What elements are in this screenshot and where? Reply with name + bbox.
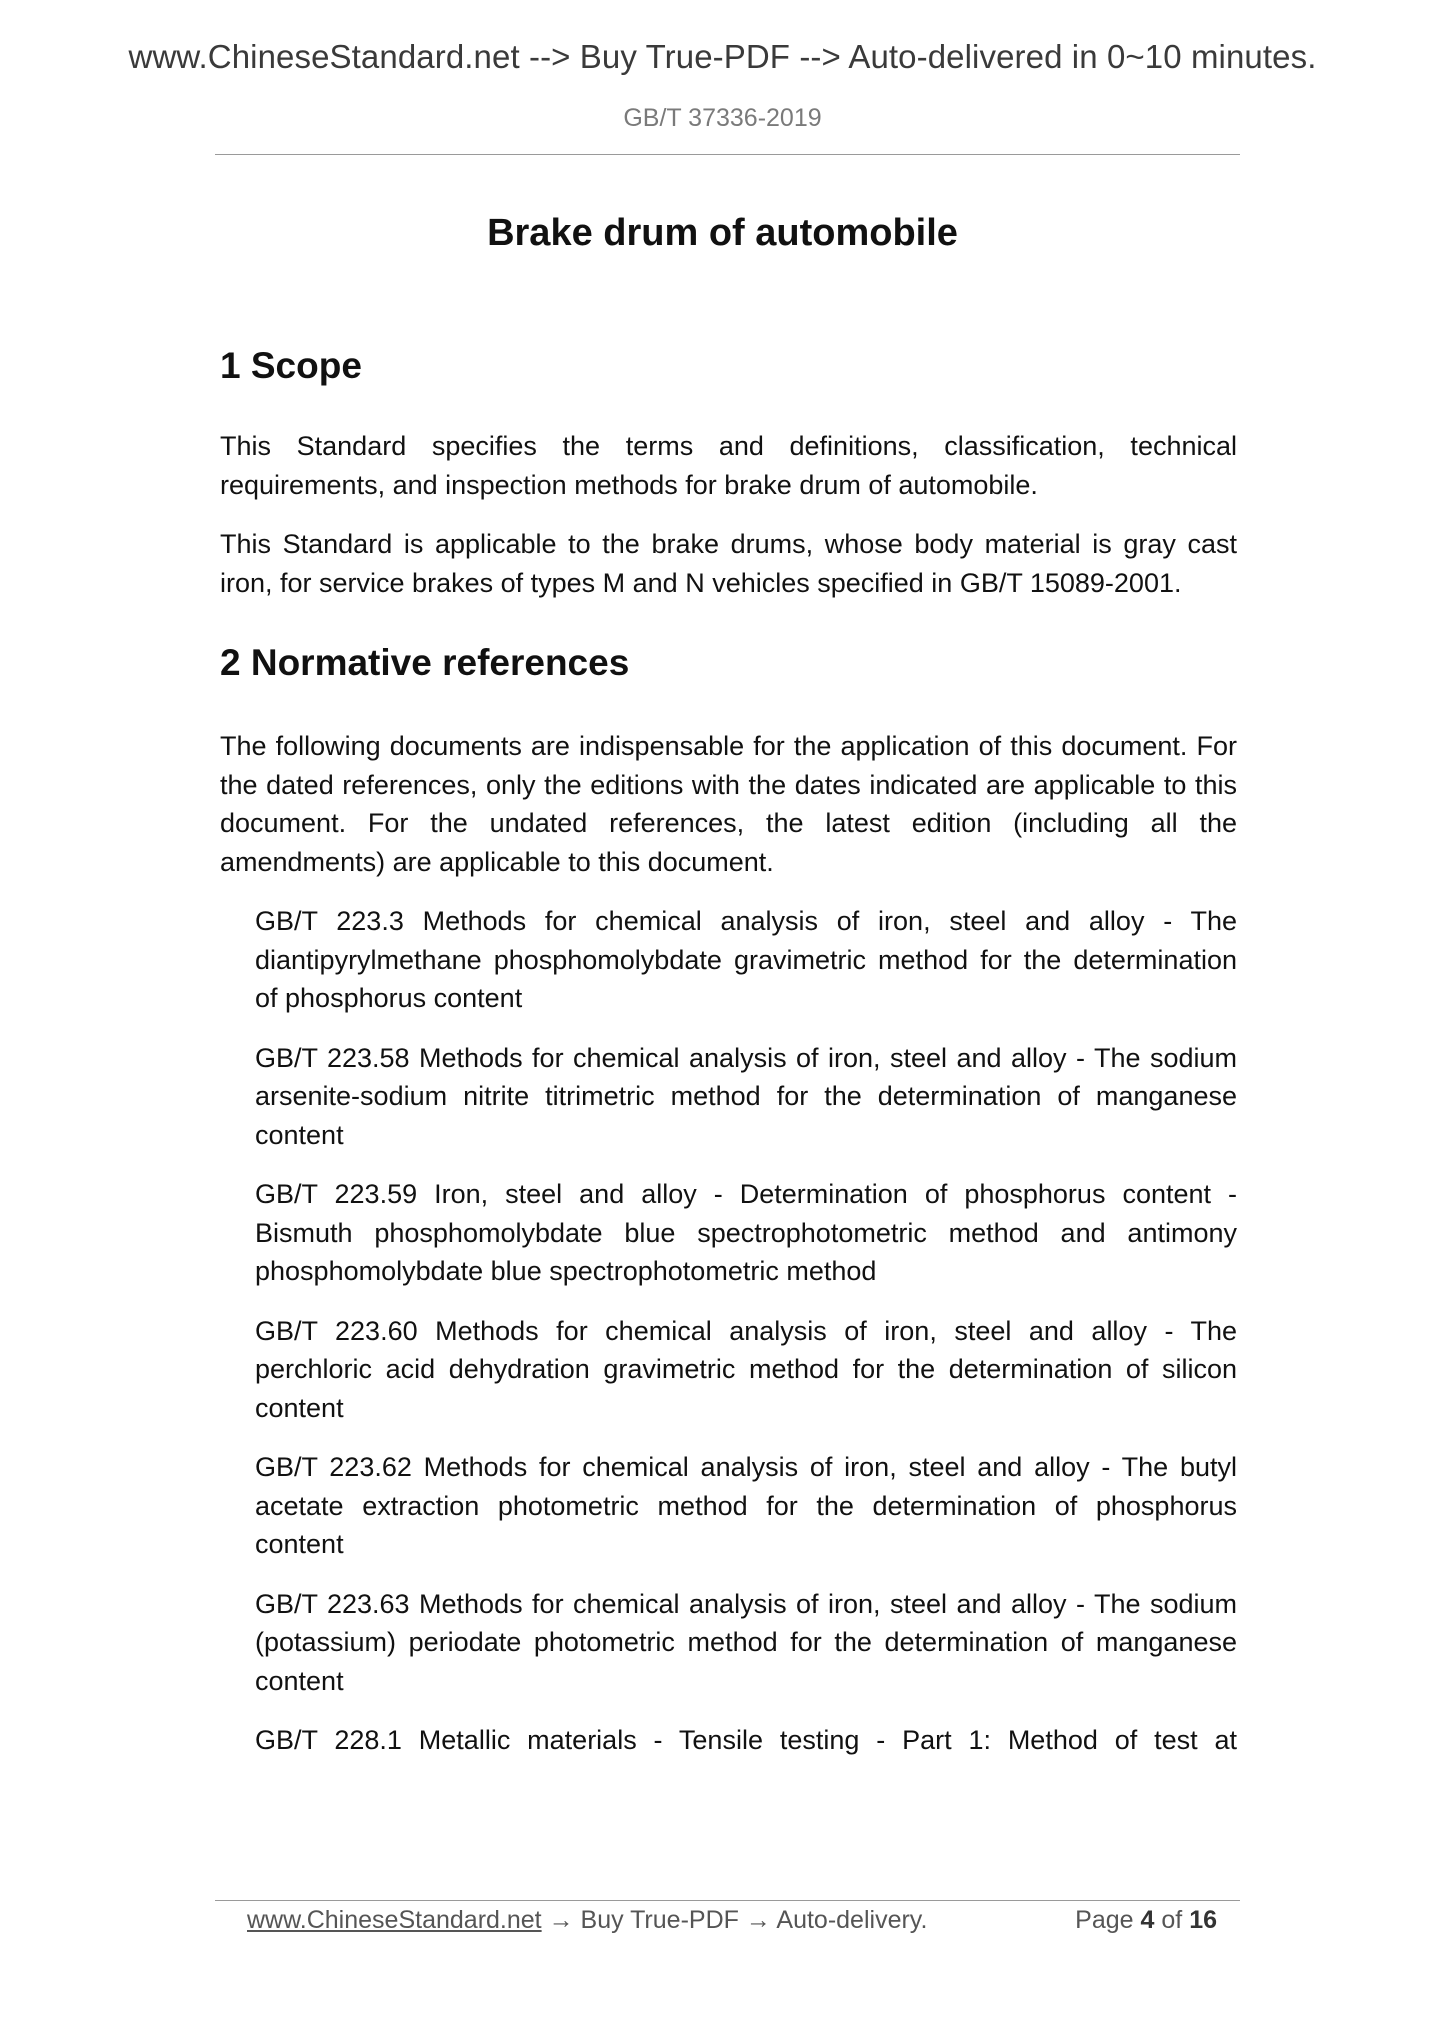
page-total: 16 — [1189, 1906, 1217, 1934]
section-heading-scope: 1 Scope — [220, 345, 362, 386]
document-title: Brake drum of automobile — [487, 212, 958, 254]
header-divider — [215, 154, 1240, 155]
scope-paragraph: This Standard is applicable to the brake drums, whose body material is gray cast iron, for service brakes of types M and N vehicles specified in GB/T 15089-2001. — [220, 529, 1237, 598]
footer-tagline: → Buy True-PDF → Auto-delivery. — [541, 1906, 928, 1934]
top-banner: www.ChineseStandard.net --> Buy True-PDF --> Auto-delivered in 0~10 minutes. — [128, 38, 1317, 75]
page-footer — [247, 1906, 1217, 1935]
footer-divider — [215, 1900, 1240, 1901]
footer-promo — [247, 1906, 927, 1935]
footer-site-link[interactable]: www.ChineseStandard.net — [247, 1906, 542, 1934]
page-of: of — [1161, 1906, 1183, 1934]
page-current: 4 — [1140, 1906, 1155, 1934]
reference-item: GB/T 223.59 Iron, steel and alloy - Determination of phosphorus content - Bismuth phosphomolybdate blue spectrophotometric method and antimony phosphomolybdate blue spectrophotometric method — [255, 1179, 1237, 1286]
normative-intro-paragraph: The following documents are indispensable for the application of this document. For the dated references, only the editions with the dates indicated are applicable to this document. For the undated references, the latest edition (including all the amendments) are applicable to this document. — [220, 731, 1237, 877]
scope-paragraph: This Standard specifies the terms and definitions, classification, technical requirements, and inspection methods for brake drum of automobile. — [220, 431, 1237, 500]
reference-item: GB/T 228.1 Metallic materials - Tensile testing - Part 1: Method of test at — [255, 1725, 1237, 1755]
page-number — [1075, 1906, 1217, 1935]
section-heading-normative-references: 2 Normative references — [220, 642, 630, 683]
reference-item: GB/T 223.58 Methods for chemical analysis of iron, steel and alloy - The sodium arsenite-sodium nitrite titrimetric method for the determination of manganese content — [255, 1042, 1237, 1150]
standard-code: GB/T 37336-2019 — [623, 104, 822, 132]
reference-item: GB/T 223.62 Methods for chemical analysis of iron, steel and alloy - The butyl acetate extraction photometric method for the determination of phosphorus content — [255, 1452, 1237, 1559]
page-label: Page — [1075, 1906, 1134, 1934]
document-body — [220, 345, 1237, 1781]
reference-item: GB/T 223.3 Methods for chemical analysis of iron, steel and alloy - The diantipyrylmethane phosphomolybdate gravimetric method for the determination of phosphorus content — [255, 906, 1237, 1013]
reference-item: GB/T 223.63 Methods for chemical analysis of iron, steel and alloy - The sodium (potassium) periodate photometric method for the determination of manganese content — [255, 1588, 1237, 1696]
reference-item: GB/T 223.60 Methods for chemical analysis of iron, steel and alloy - The perchloric acid dehydration gravimetric method for the determination of silicon content — [255, 1315, 1237, 1423]
